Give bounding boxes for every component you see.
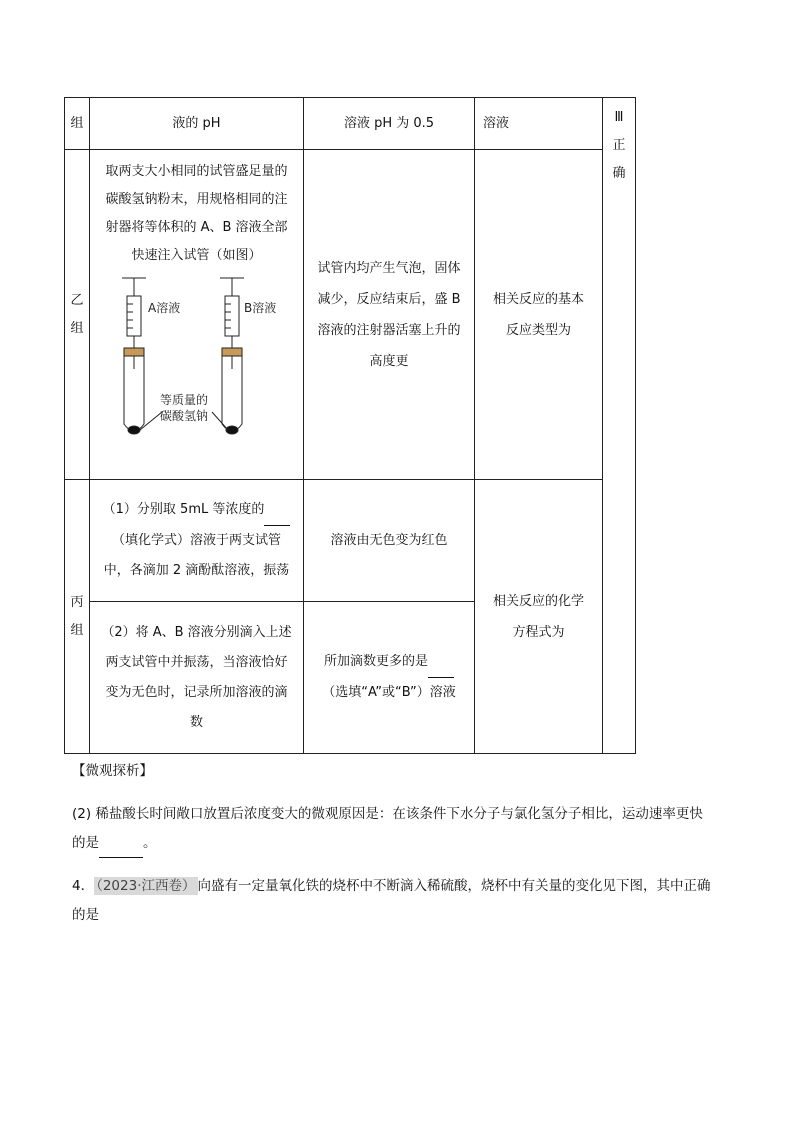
bing-step1-a: （1）分别取 5mL 等浓度的 — [102, 502, 265, 517]
question-4-line-1 — [72, 872, 732, 900]
blank-a-or-b — [428, 647, 454, 678]
iii-line-3: 确 — [612, 166, 626, 181]
bing-step1-b: （填化学式）溶液于两支试管中，各滴加 2 滴酚酞溶液，振荡 — [103, 533, 290, 578]
label-powder-2: 碳酸氢钠 — [160, 409, 209, 423]
bing-phenomenon2-b: （选填“A”或“B”）溶液 — [322, 685, 456, 700]
header-col1: 液的 pH — [90, 98, 304, 150]
group-yi-char2: 组 — [70, 320, 84, 336]
section-title: 【微观探析】 — [72, 763, 153, 779]
group-bing-char1: 丙 — [70, 594, 84, 610]
bing-step2: （2）将 A、B 溶液分别滴入上述两支试管中并振荡，当溶液恰好变为无色时，记录所加溶液的滴数 — [90, 602, 304, 754]
yi-phenomenon: 试管内均产生气泡，固体减少，反应结束后，盛 B 溶液的注射器活塞上升的高度更 — [304, 150, 475, 480]
group-bing — [65, 480, 90, 754]
experiment-table — [64, 97, 636, 754]
bing-phenomenon2-a: 所加滴数更多的是 — [323, 654, 428, 669]
group-yi — [65, 150, 90, 480]
header-col2: 溶液 pH 为 0.5 — [304, 98, 475, 150]
bing-step1 — [90, 480, 304, 602]
iii-line-1: Ⅲ — [614, 110, 624, 125]
blank-formula — [264, 495, 290, 526]
syringe-figure — [100, 274, 290, 444]
row-bing-1 — [65, 480, 636, 602]
q2-line2-b: 。 — [143, 835, 157, 851]
q4-text-1: 向盛有一定量氧化铁的烧杯中不断滴入稀硫酸，烧杯中有关量的变化见下图，其中正确 — [197, 878, 711, 894]
bing-conclusion: 相关反应的化学方程式为 — [475, 480, 603, 754]
bing-phenomenon1: 溶液由无色变为红色 — [304, 480, 475, 602]
syringe-a — [122, 278, 146, 434]
question-4-line-2: 的是 — [72, 907, 99, 923]
iii-line-2: 正 — [612, 138, 626, 153]
group-yi-char1: 乙 — [70, 292, 84, 308]
row-yi — [65, 150, 636, 480]
syringe-b — [220, 278, 244, 434]
label-powder-1: 等质量的 — [160, 393, 209, 407]
yi-steps-cell — [90, 150, 304, 480]
q2-line2-a: 的是 — [72, 835, 99, 851]
question-2-line-1: (2) 稀盐酸长时间敞口放置后浓度变大的微观原因是：在该条件下水分子与氯化氢分子相比，运动速率更快 — [72, 806, 703, 822]
pointer-line-b — [212, 412, 228, 430]
pointer-line-a — [140, 412, 162, 430]
table-header-row — [65, 98, 636, 150]
header-col3: 溶液 — [475, 98, 603, 150]
blank-answer-q2 — [99, 829, 143, 858]
yi-conclusion: 相关反应的基本反应类型为 — [475, 150, 603, 480]
label-a-solution: A溶液 — [148, 301, 181, 315]
yi-steps-text: 取两支大小相同的试管盛足量的碳酸氢钠粉末，用规格相同的注射器将等体积的 A、B 溶液全部快速注入试管（如图） — [105, 164, 288, 263]
label-b-solution: B溶液 — [244, 301, 277, 315]
group-bing-char2: 组 — [70, 622, 84, 638]
header-group: 组 — [65, 98, 90, 150]
q4-source-tag: （2023·江西卷） — [96, 878, 196, 894]
bing-phenomenon2 — [304, 602, 475, 754]
question-2-line-2 — [72, 829, 157, 858]
conclusion-column-iii — [603, 98, 636, 754]
q4-number: 4． — [72, 878, 95, 894]
